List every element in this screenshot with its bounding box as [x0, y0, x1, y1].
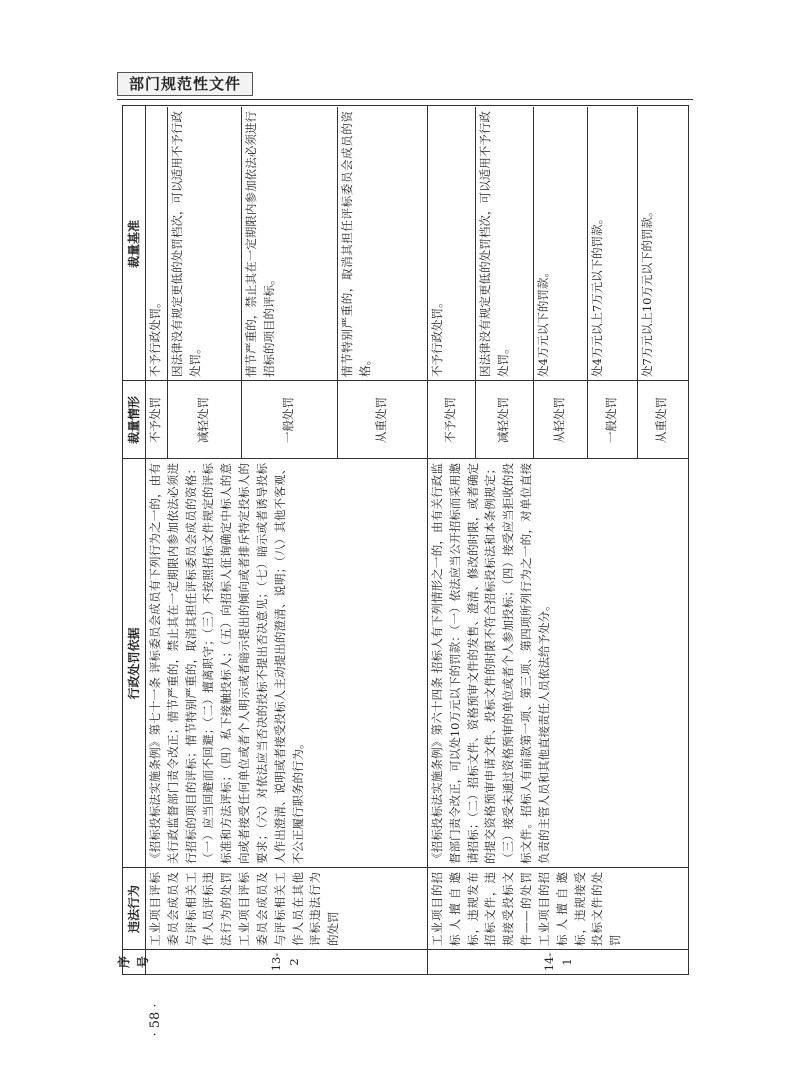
situation-cell: 从轻处罚: [552, 397, 567, 443]
violation-text: 工业项目评标委员会成员及与评标相关工作人员评标违法行为的处罚 工业项目评标委员会成员及与评标相关工作人员在其他评标违法行为的处罚: [148, 872, 341, 946]
standard-cell: 处4万元以上7万元以下的罚款。: [590, 212, 604, 377]
col-header-basis: 行政处罚依据: [126, 627, 141, 700]
situation-cell: 不予处罚: [443, 397, 458, 443]
standard-cell: 处7万元以上10万元以下的罚款。: [640, 205, 654, 377]
situation-cell: 减轻处罚: [196, 397, 211, 443]
penalty-table: [117, 105, 689, 975]
header-rule: [117, 99, 693, 100]
standard-cell: 情节严重的，禁止其在一定期限内参加依法必须进行招标的项目的评标。: [244, 111, 276, 377]
situation-cell: 从重处罚: [374, 397, 389, 443]
violation-text: 工业项目的招标人擅自邀标，违规发布招标文件，违规接受投标文件——的处罚 工业项目的招标人擅自邀标，违规接受投标文件的处罚: [430, 872, 623, 946]
row-number: 14-1: [541, 952, 574, 972]
situation-cell: 一般处罚: [604, 397, 619, 443]
situation-cell: 一般处罚: [281, 397, 296, 443]
standard-cell: 情节特别严重的，取消其担任评标委员会成员的资格。: [340, 111, 372, 377]
standard-cell: 不予行政处罚。: [430, 296, 444, 377]
col-header-no: 序号: [117, 956, 150, 969]
col-header-violation: 违法行为: [126, 885, 141, 934]
standard-cell: 处4万元以下的罚款。: [536, 266, 550, 377]
col-header-standard: 裁量基准: [126, 220, 141, 269]
situation-cell: 不予处罚: [148, 397, 163, 443]
page-number: · 58 ·: [148, 1003, 163, 1037]
row-number: 13-2: [269, 952, 301, 972]
basis-text: 《招标投标法实施条例》第七十一条 评标委员会成员有下列行为之一的，由有关行政监督部门责令改正；情节严重的，禁止其在一定期限内参加依法必须进行招标的项目的评标；情节特别严重的，取消其担任评标委员会成员的资格：（一）应当回避而不回避；（二）擅离职守；（三）不按照招标文件规定的评标标准和方法评标；（四）私下接触投标人；（五）向招标人征询确定中标人的意向或者接受任何单位或者个人明示或者暗示提出的倾向或者排斥特定投标人的要求；（六）对依法应当否决的投标不提出否决意见；（七）暗示或者诱导投标人作出澄清、说明或者接受投标人主动提出的澄清、说明；（八）其他不客观、不公正履行职务的行为。: [148, 463, 305, 864]
situation-cell: 减轻处罚: [496, 397, 511, 443]
section-header: 部门规范性文件: [117, 72, 253, 96]
col-header-situation: 裁量情形: [126, 396, 141, 445]
situation-cell: 从重处罚: [654, 397, 669, 443]
standard-cell: 不予行政处罚。: [148, 296, 162, 377]
standard-cell: 因法律没有规定更低的处罚档次，可以适用不予行政处罚。: [170, 111, 202, 377]
rotated-table-container: [117, 105, 707, 975]
standard-cell: 因法律没有规定更低的处罚档次，可以适用不予行政处罚。: [478, 111, 510, 377]
basis-text: 《招标投标法实施条例》第六十四条 招标人有下列情形之一的，由有关行政监督部门责令改正，可以处10万元以下的罚款：（一）依法应当公开招标而采用邀请招标；（二）招标文件、资格预审文件的发售、澄清、修改的时限，或者确定的提交资格预审申请文件、投标文件的时限不符合招标投标法和本条例规定；（三）接受未通过资格预审的单位或者个人参加投标；（四）接受应当拒收的投标文件。招标人有前款第一项、第三项、第四项所列行为之一的，对单位直接负责的主管人员和其他直接责任人员依法给予处分。: [430, 463, 551, 864]
